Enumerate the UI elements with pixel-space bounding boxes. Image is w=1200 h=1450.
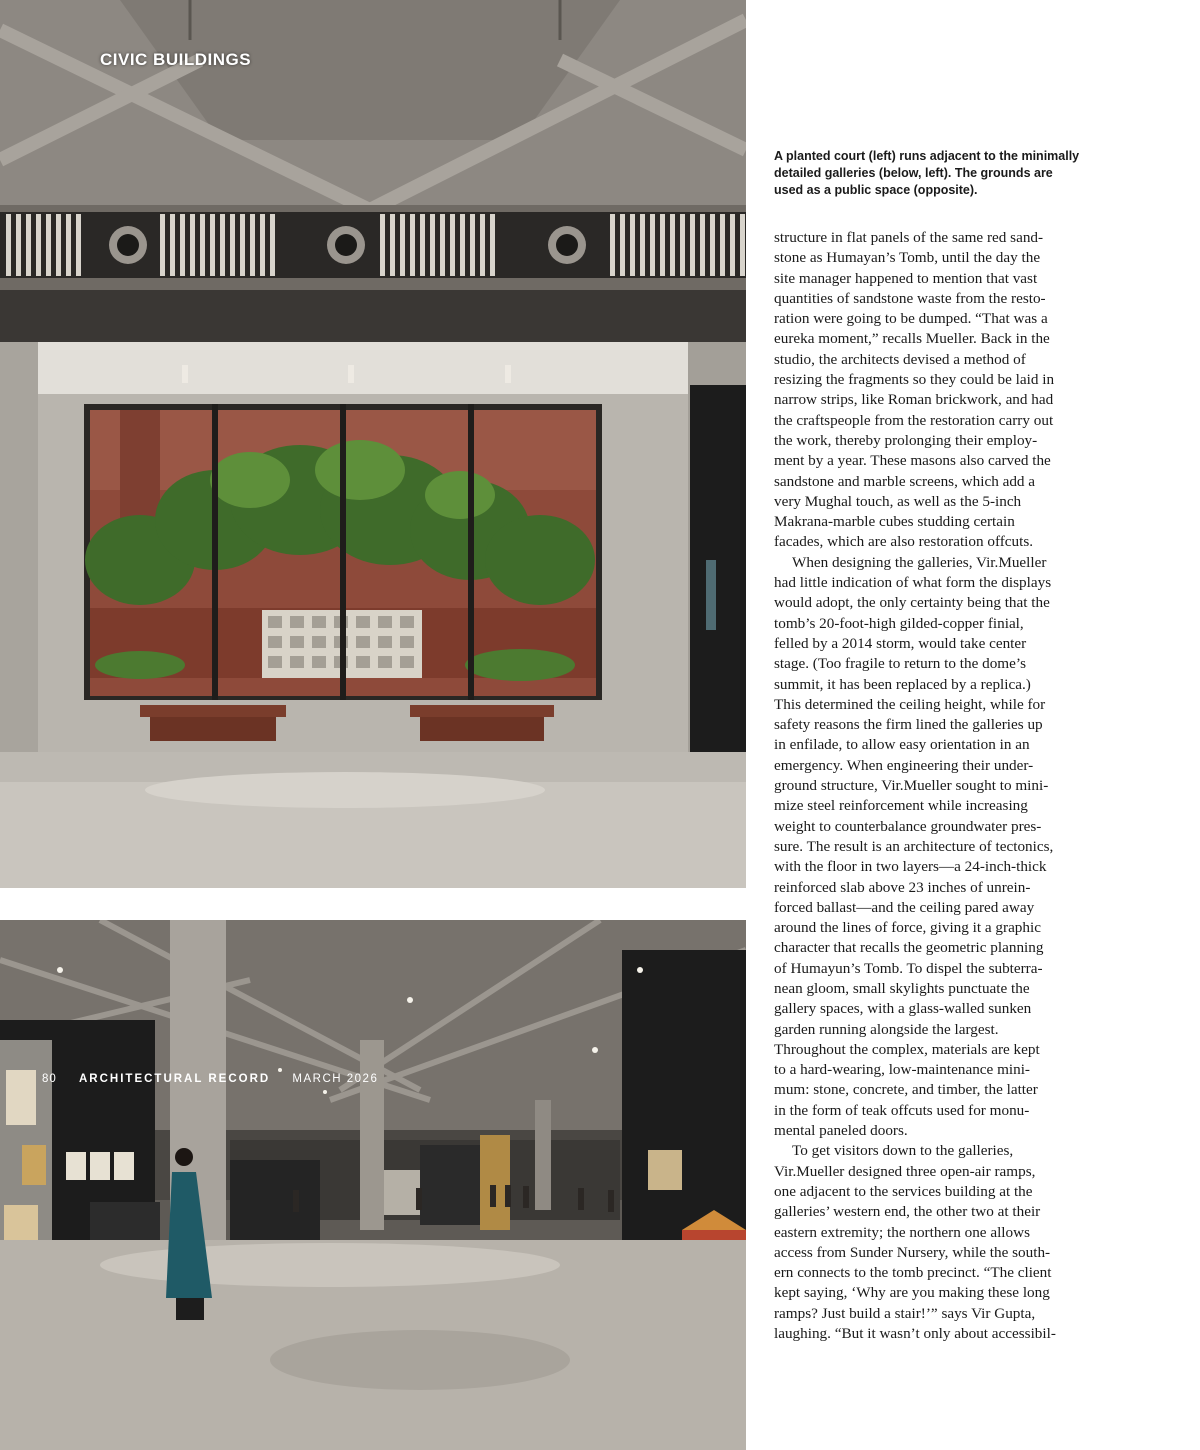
body-line: stage. (Too fragile to return to the dome’s (774, 655, 1026, 673)
body-line: mental paneled doors. (774, 1122, 908, 1140)
body-line: kept saying, ‘Why are you making these long (774, 1284, 1050, 1302)
body-line: in the form of teak offcuts used for monu- (774, 1101, 1030, 1119)
publication-name: ARCHITECTURAL RECORD (79, 1073, 271, 1085)
body-line: eastern extremity; the northern one allows (774, 1223, 1030, 1241)
body-line: mize steel reinforcement while increasing (774, 797, 1028, 815)
body-line: of Humayun’s Tomb. To dispel the subterra- (774, 959, 1043, 977)
body-line: to a hard-wearing, low-maintenance mini- (774, 1061, 1030, 1079)
body-line: Vir.Mueller designed three open-air ramps, (774, 1162, 1036, 1180)
body-line: stone as Humayan’s Tomb, until the day the (774, 249, 1041, 267)
body-line: narrow strips, like Roman brickwork, and had (774, 391, 1054, 409)
photo-gallery-interior (0, 920, 746, 1450)
body-line: felled by a 2014 storm, would take center (774, 634, 1027, 652)
body-line: ground structure, Vir.Mueller sought to mini- (774, 777, 1049, 795)
body-line: site manager happened to mention that vast (774, 269, 1038, 287)
issue-date: MARCH 2026 (292, 1073, 379, 1085)
body-line: around the lines of force, giving it a graphic (774, 919, 1041, 937)
body-line: ern connects to the tomb precinct. “The client (774, 1264, 1052, 1282)
body-line: Throughout the complex, materials are kept (774, 1040, 1040, 1058)
body-line: summit, it has been replaced by a replica.) (774, 675, 1031, 693)
body-line: weight to counterbalance groundwater pres- (774, 817, 1042, 835)
body-line: the work, thereby prolonging their employ- (774, 431, 1038, 449)
body-line: sandstone and marble screens, which add a (774, 472, 1036, 490)
body-line: structure in flat panels of the same red sand- (774, 229, 1044, 246)
body-line: in enfilade, to allow easy orientation in an (774, 736, 1030, 754)
body-line: the craftspeople from the restoration carry out (774, 411, 1054, 429)
body-line: resizing the fragments so they could be laid in (774, 371, 1055, 389)
body-line: emergency. When engineering their under- (774, 756, 1034, 774)
body-line: character that recalls the geometric planning (774, 939, 1044, 957)
body-line: This determined the ceiling height, while for (774, 695, 1046, 713)
body-line: access from Sunder Nursery, while the south- (774, 1243, 1051, 1261)
body-line: nean gloom, small skylights punctuate the (774, 979, 1030, 997)
body-line: When designing the galleries, Vir.Mueller (792, 553, 1047, 571)
body-line: sure. The result is an architecture of tectonics, (774, 837, 1054, 855)
body-line: To get visitors down to the galleries, (792, 1142, 1014, 1160)
body-line: reinforced slab above 23 inches of unrein- (774, 878, 1031, 896)
body-line: ration were going to be dumped. “That was a (774, 310, 1048, 328)
body-line: galleries’ western end, the other two at their (774, 1203, 1041, 1221)
body-line: very Mughal touch, as well as the 5-inch (774, 492, 1022, 510)
photo-planted-court (0, 0, 746, 888)
body-line: tomb’s 20-foot-high gilded-copper finial, (774, 614, 1024, 632)
body-line: gallery spaces, with a glass-walled sunken (774, 1000, 1032, 1018)
body-line: ment by a year. These masons also carved the (774, 452, 1051, 470)
body-line: ramps? Just build a stair!’” says Vir Gupta, (774, 1304, 1036, 1322)
body-line: one adjacent to the services building at the (774, 1182, 1033, 1200)
body-line: with the floor in two layers—a 24-inch-thick (774, 858, 1047, 876)
body-line: facades, which are also restoration offcuts. (774, 533, 1034, 551)
body-line: garden running alongside the largest. (774, 1020, 999, 1038)
body-line: forced ballast—and the ceiling pared away (774, 898, 1035, 916)
body-line: laughing. “But it wasn’t only about accessibil- (774, 1325, 1056, 1343)
photo-caption: A planted court (left) runs adjacent to the minimally detailed galleries (below, left). The grounds are used as a public space (opposite). (774, 149, 1080, 197)
body-line: eureka moment,” recalls Mueller. Back in the (774, 330, 1050, 348)
body-line: Makrana-marble cubes studding certain (774, 513, 1015, 531)
body-line: quantities of sandstone waste from the resto- (774, 289, 1046, 307)
body-line: mum: stone, concrete, and timber, the latter (774, 1081, 1038, 1099)
page-number: 80 (42, 1073, 57, 1085)
article-body (774, 228, 1086, 1344)
body-line: studio, the architects devised a method of (774, 350, 1026, 368)
body-line: safety reasons the firm lined the galleries up (774, 716, 1043, 734)
body-line: would adopt, the only certainty being that the (774, 594, 1050, 612)
page-footer (42, 1073, 396, 1085)
body-line: had little indication of what form the displays (774, 574, 1052, 592)
section-label: CIVIC BUILDINGS (100, 50, 252, 69)
